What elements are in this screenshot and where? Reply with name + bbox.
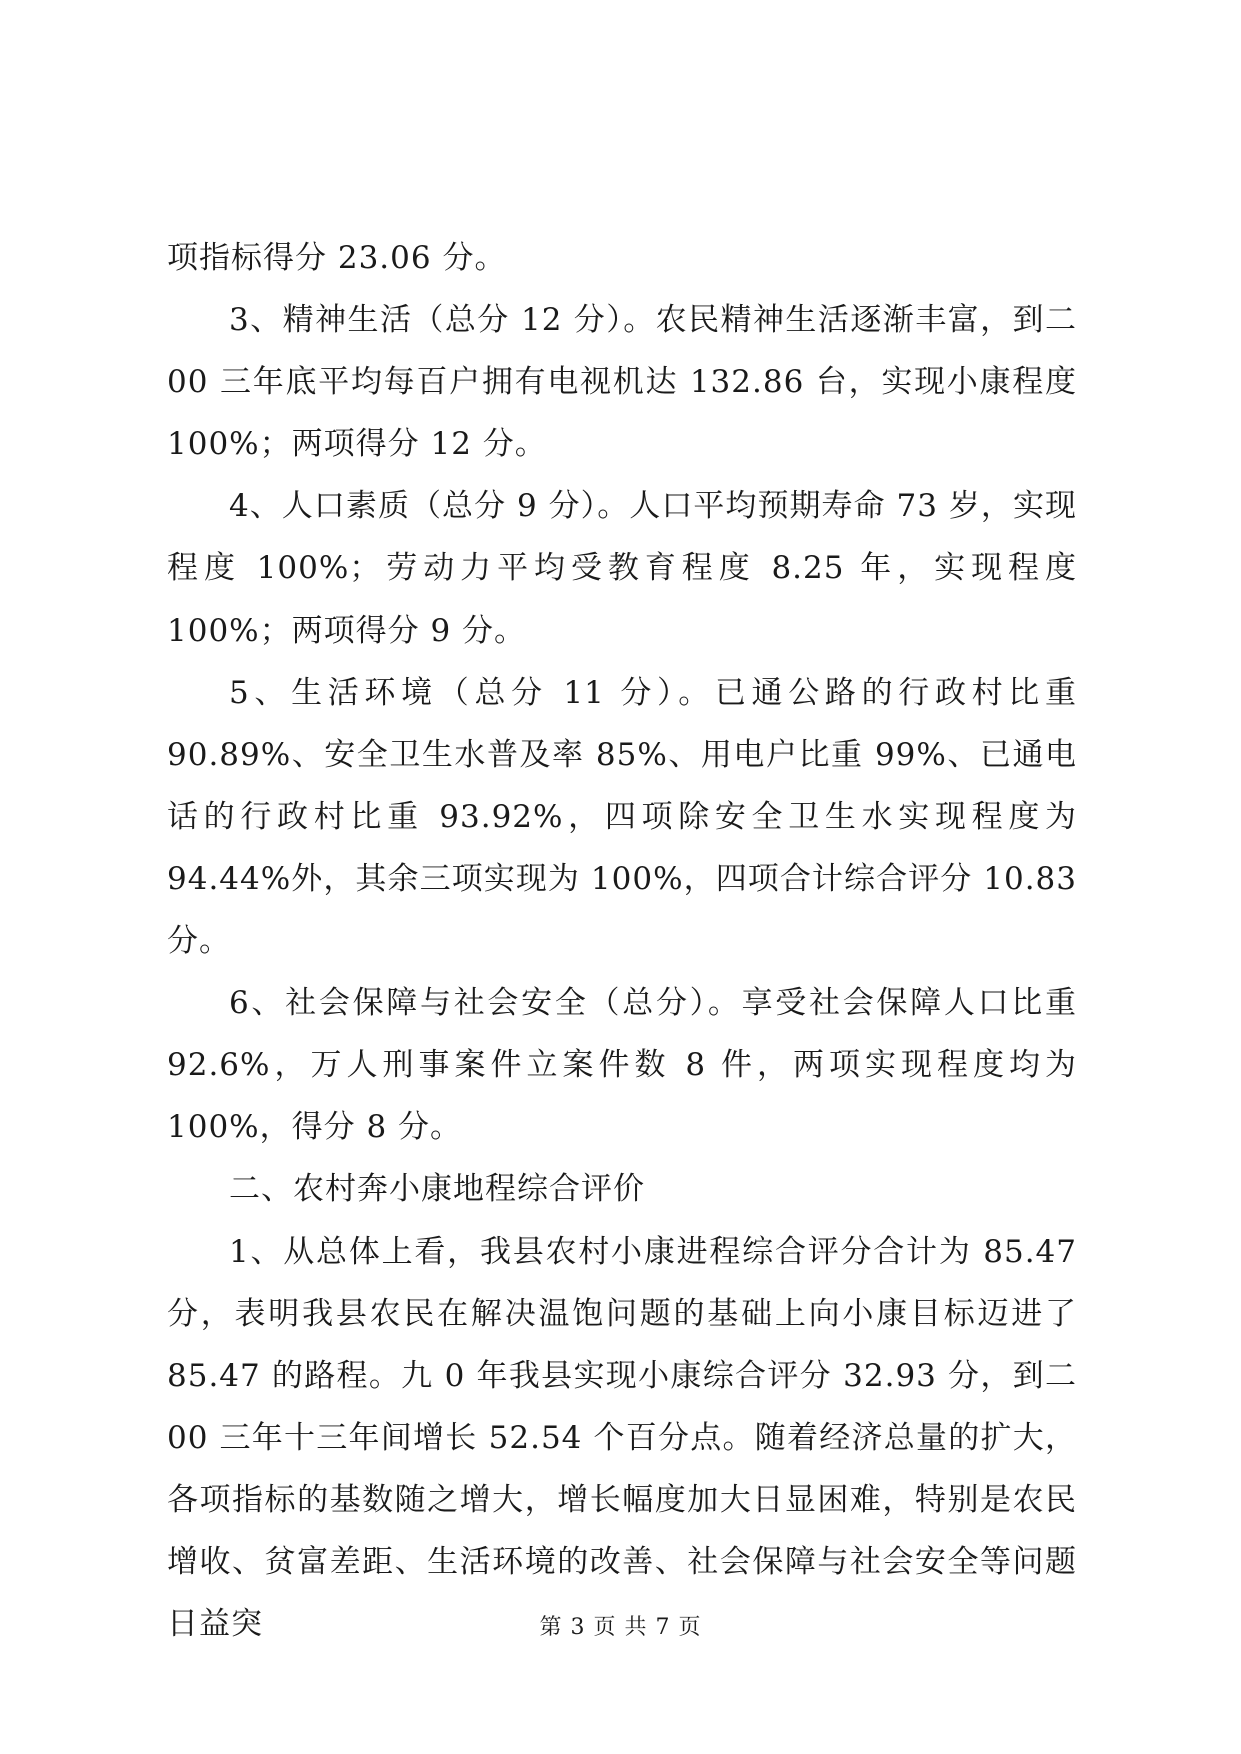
- paragraph-overall-evaluation: 1、从总体上看，我县农村小康进程综合评分合计为 85.47 分，表明我县农民在解决温饱问题的基础上向小康目标迈进了 85.47 的路程。九 0 年我县实现小康综合评分 32.93 分，到二 00 三年十三年间增长 52.54 个百分点。随着经济总量的扩大，各项指标的基数随之增大，增长幅度加大日显困难，特别是农民增收、贫富差距、生活环境的改善、社会保障与社会安全等问题日益突: [167, 1233, 1077, 1643]
- section-heading: 二、农村奔小康地程综合评价: [229, 1171, 645, 1208]
- paragraph-continuation: 项指标得分 23.06 分。: [167, 240, 507, 276]
- paragraph-population-quality: 4、人口素质（总分 9 分）。人口平均预期寿命 73 岁，实现程度 100%；劳动力平均受教育程度 8.25 年，实现程度 100%；两项得分 9 分。: [167, 488, 1077, 649]
- paragraph-spiritual-life: 3、精神生活（总分 12 分）。农民精神生活逐渐丰富，到二 00 三年底平均每百户拥有电视机达 132.86 台，实现小康程度 100%；两项得分 12 分。: [167, 302, 1077, 463]
- paragraph-social-security: 6、社会保障与社会安全（总分）。享受社会保障人口比重 92.6%，万人刑事案件立案件数 8 件，两项实现程度均为 100%，得分 8 分。: [167, 985, 1077, 1146]
- body-text: [167, 227, 1077, 1655]
- page-number-footer: 第 3 页 共 7 页: [539, 1615, 702, 1640]
- paragraph-living-environment: 5、生活环境（总分 11 分）。已通公路的行政村比重 90.89%、安全卫生水普及率 85%、用电户比重 99%、已通电话的行政村比重 93.92%，四项除安全卫生水实现程度为 94.44%外，其余三项实现为 100%，四项合计综合评分 10.83 分。: [167, 674, 1077, 960]
